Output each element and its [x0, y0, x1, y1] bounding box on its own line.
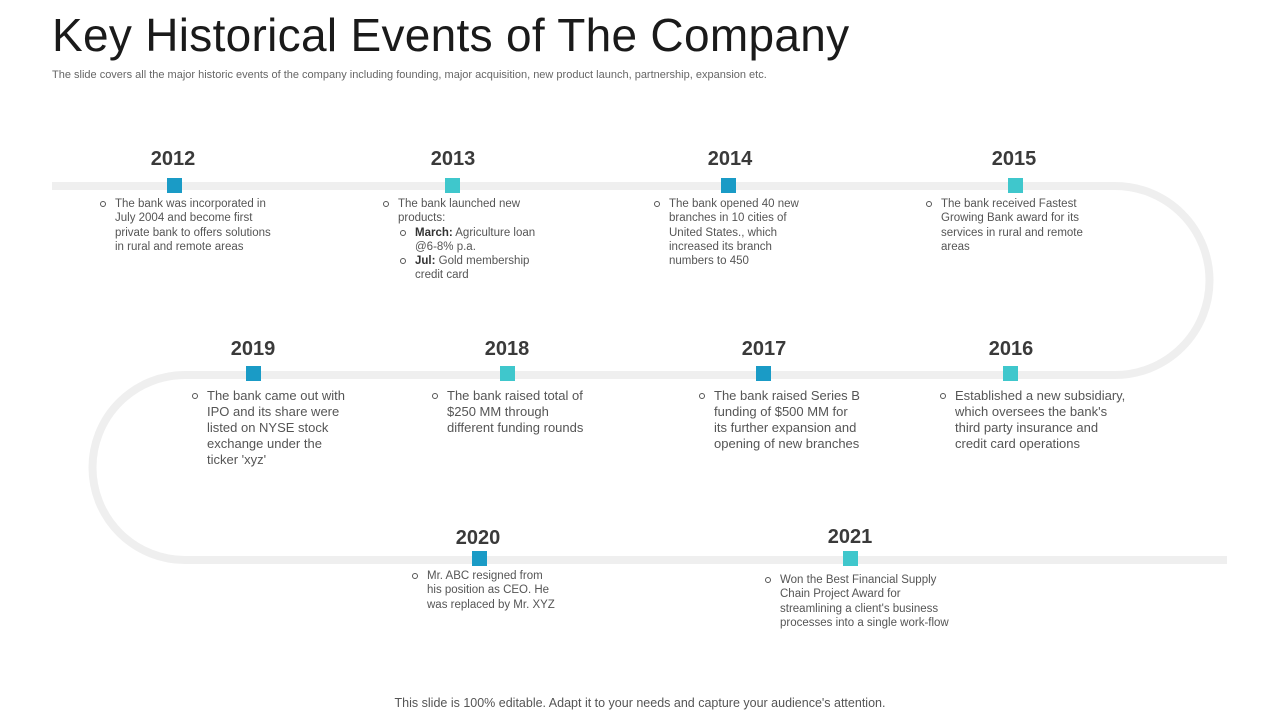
timeline-marker-2018 — [500, 366, 515, 381]
event-text-2016: Established a new subsidiary, which oversees the bank's third party insurance and credit card operations — [938, 388, 1133, 452]
footer-note: This slide is 100% editable. Adapt it to your needs and capture your audience's attention. — [394, 696, 886, 710]
event-text-2014: The bank opened 40 new branches in 10 cities of United States., which increased its branch numbers to 450 — [652, 197, 817, 268]
year-label-2019: 2019 — [230, 338, 276, 360]
year-label-2018: 2018 — [484, 338, 530, 360]
event-description-2018 — [430, 388, 595, 436]
event-description-2014 — [652, 197, 817, 268]
event-subitem-2013-march: March: Agriculture loan @6-8% p.a. — [398, 226, 556, 255]
year-label-2014: 2014 — [707, 148, 753, 170]
event-description-2021 — [763, 573, 953, 630]
timeline-marker-2021 — [843, 551, 858, 566]
event-text-2012: The bank was incorporated in July 2004 and become first private bank to offers solutions in rural and remote areas — [98, 197, 278, 254]
timeline-marker-2012 — [167, 178, 182, 193]
event-description-2015 — [924, 197, 1106, 254]
timeline-marker-2019 — [246, 366, 261, 381]
page-title: Key Historical Events of The Company — [52, 9, 850, 61]
timeline-marker-2013 — [445, 178, 460, 193]
event-description-2012 — [98, 197, 278, 254]
event-text-2013: The bank launched new products: — [398, 198, 521, 225]
event-description-2019 — [190, 388, 350, 468]
timeline-marker-2017 — [756, 366, 771, 381]
year-label-2016: 2016 — [988, 338, 1034, 360]
event-subitem-2013-jul: Jul: Gold membership credit card — [398, 254, 556, 283]
event-description-2020 — [410, 569, 560, 612]
event-text-2020: Mr. ABC resigned from his position as CEO. He was replaced by Mr. XYZ — [410, 569, 560, 612]
year-label-2021: 2021 — [827, 526, 873, 548]
event-description-2016 — [938, 388, 1133, 452]
page-subtitle: The slide covers all the major historic events of the company including founding, major acquisition, new product launch, partnership, expansion etc. — [52, 69, 767, 81]
event-text-2018: The bank raised total of $250 MM through different funding rounds — [430, 388, 595, 436]
event-text-2015: The bank received Fastest Growing Bank award for its services in rural and remote areas — [924, 197, 1106, 254]
year-label-2020: 2020 — [455, 527, 501, 549]
timeline-marker-2016 — [1003, 366, 1018, 381]
year-label-2017: 2017 — [741, 338, 787, 360]
year-label-2013: 2013 — [430, 148, 476, 170]
timeline-marker-2015 — [1008, 178, 1023, 193]
year-label-2015: 2015 — [991, 148, 1037, 170]
timeline-marker-2014 — [721, 178, 736, 193]
event-text-2019: The bank came out with IPO and its share were listed on NYSE stock exchange under the ticker 'xyz' — [190, 388, 350, 468]
event-text-2017: The bank raised Series B funding of $500 MM for its further expansion and opening of new branches — [697, 388, 862, 452]
event-description-2017 — [697, 388, 862, 452]
event-description-2013 — [381, 197, 556, 283]
year-label-2012: 2012 — [150, 148, 196, 170]
timeline-marker-2020 — [472, 551, 487, 566]
event-text-2021: Won the Best Financial Supply Chain Project Award for streamlining a client's business processes into a single work-flow — [763, 573, 953, 630]
